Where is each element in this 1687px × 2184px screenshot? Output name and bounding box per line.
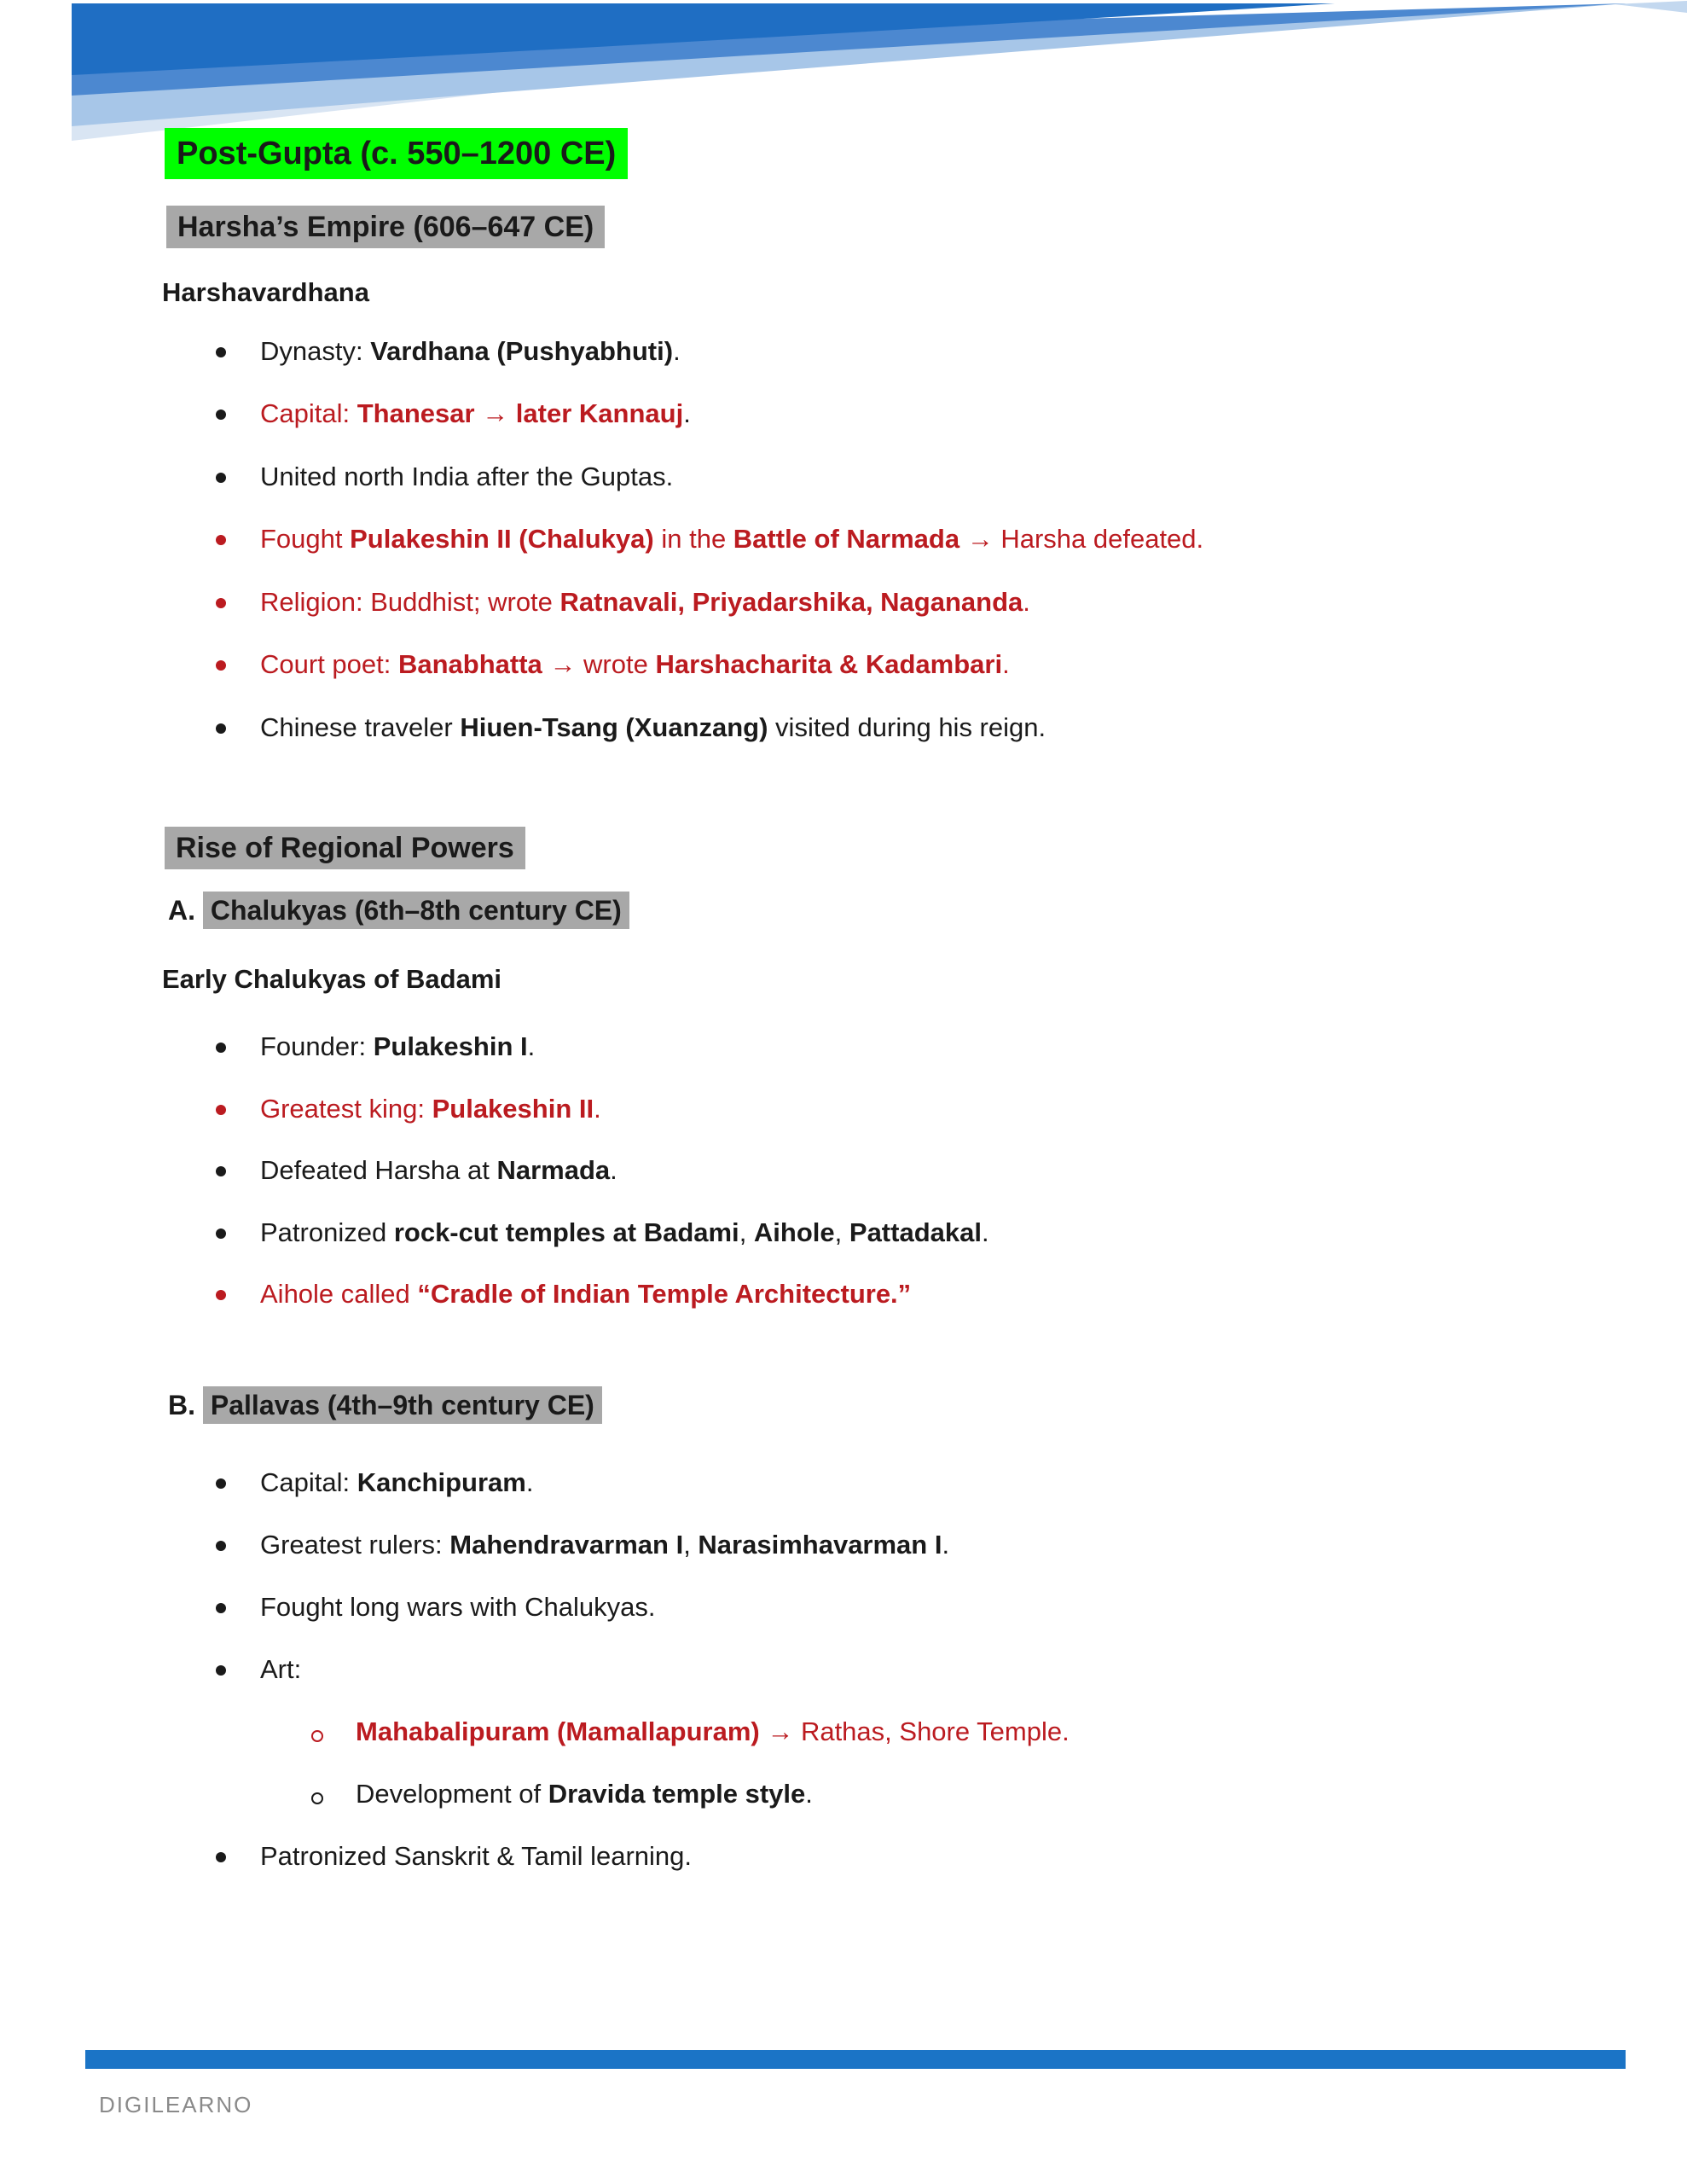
bullet-dot-icon — [216, 473, 226, 483]
text-run: . — [683, 398, 691, 428]
text-run: Development of — [356, 1779, 548, 1809]
text-run: Vardhana (Pushyabhuti) — [370, 336, 674, 366]
text-run: rock-cut temples at Badami — [393, 1217, 739, 1247]
header-wedge-right-sliver — [1615, 1, 1687, 13]
text-run: Greatest king: — [260, 1094, 432, 1124]
text-run: → Harsha defeated. — [959, 524, 1204, 554]
text-run: . — [610, 1155, 617, 1185]
footer-accent-bar — [85, 2050, 1626, 2069]
text-run: Pattadakal — [849, 1217, 982, 1247]
bullet-circle-icon — [311, 1730, 323, 1742]
header-decoration — [0, 0, 1687, 145]
section-b-prefix: B. — [168, 1390, 195, 1420]
text-run: , — [683, 1530, 699, 1560]
bullet-dot-icon — [216, 1166, 226, 1176]
subbullet-mahabalipuram — [356, 1713, 1070, 1751]
bullet-founder — [260, 1028, 535, 1066]
subheading-early-chalukyas: Early Chalukyas of Badami — [162, 964, 501, 994]
bullet-capital-kanchipuram — [260, 1464, 533, 1502]
text-run: . — [673, 336, 681, 366]
heading-regional-powers: Rise of Regional Powers — [165, 827, 525, 869]
section-a-prefix: A. — [168, 895, 195, 926]
text-run: , — [834, 1217, 849, 1247]
text-run: Pulakeshin II (Chalukya) — [350, 524, 654, 554]
section-a-title: Chalukyas (6th–8th century CE) — [203, 892, 629, 929]
text-run: Pulakeshin I — [373, 1031, 528, 1061]
text-run: . — [942, 1530, 950, 1560]
text-run: visited during his reign. — [768, 712, 1046, 742]
bullet-sanskrit-tamil — [260, 1838, 692, 1875]
text-run: . — [525, 1467, 534, 1497]
text-run: Banabhatta — [397, 649, 542, 679]
text-run: Aihole — [753, 1217, 835, 1247]
bullet-united-north-india — [260, 458, 673, 496]
section-b-heading — [168, 1388, 602, 1422]
text-run: Mahendravarman I — [449, 1530, 684, 1560]
text-run: Court poet: — [260, 649, 398, 679]
text-run: Chinese traveler — [260, 712, 461, 742]
text-run: Fought long wars with Chalukyas. — [260, 1592, 656, 1622]
bullet-chinese-traveler — [260, 709, 1046, 746]
text-run: Founder: — [260, 1031, 374, 1061]
subheading-harshavardhana: Harshavardhana — [162, 277, 369, 307]
subbullet-dravida-style — [356, 1775, 813, 1813]
bullet-court-poet — [260, 646, 1010, 683]
text-run: “Cradle of Indian Temple Architecture.” — [417, 1279, 912, 1309]
bullet-dot-icon — [216, 598, 226, 608]
bullet-dot-icon — [216, 660, 226, 671]
bullet-dot-icon — [216, 1665, 226, 1676]
text-run: United north India after the Guptas. — [260, 462, 674, 491]
bullet-dot-icon — [216, 1541, 226, 1551]
text-run: Battle of Narmada — [733, 524, 960, 554]
bullet-religion — [260, 584, 1030, 621]
bullet-art — [260, 1651, 301, 1688]
text-run: Ratnavali, Priyadarshika, Nagananda — [559, 587, 1023, 617]
text-run: Kanchipuram — [357, 1467, 526, 1497]
bullet-dot-icon — [216, 1290, 226, 1300]
text-run: . — [805, 1779, 813, 1809]
bullet-capital-thanesar — [260, 395, 691, 433]
text-run: . — [1023, 587, 1030, 617]
text-run: Greatest rulers: — [260, 1530, 450, 1560]
heading-harsha-empire: Harsha’s Empire (606–647 CE) — [166, 206, 605, 248]
text-run: → wrote — [542, 649, 656, 679]
text-run: Patronized — [260, 1217, 394, 1247]
text-run: Capital: — [260, 1467, 357, 1497]
bullet-circle-icon — [311, 1792, 323, 1804]
text-run: Thanesar → later Kannauj — [357, 398, 684, 428]
bullet-dot-icon — [216, 1105, 226, 1115]
text-run: Dynasty: — [260, 336, 371, 366]
text-run: Aihole called — [260, 1279, 418, 1309]
text-run: Pulakeshin II — [432, 1094, 594, 1124]
bullet-dot-icon — [216, 1228, 226, 1239]
page-title: Post-Gupta (c. 550–1200 CE) — [165, 128, 628, 179]
bullet-dot-icon — [216, 1043, 226, 1053]
text-run: . — [527, 1031, 536, 1061]
text-run: . — [981, 1217, 989, 1247]
bullet-dot-icon — [216, 1478, 226, 1489]
bullet-dot-icon — [216, 1603, 226, 1613]
text-run: , — [739, 1217, 754, 1247]
bullet-dot-icon — [216, 723, 226, 734]
text-run: Defeated Harsha at — [260, 1155, 497, 1185]
bullet-dynasty — [260, 333, 681, 370]
text-run: Art: — [260, 1654, 302, 1684]
bullet-fought-pulakeshin — [260, 520, 1203, 558]
bullet-dot-icon — [216, 410, 226, 420]
section-b-title: Pallavas (4th–9th century CE) — [203, 1386, 602, 1424]
text-run: Fought — [260, 524, 351, 554]
bullet-defeated-harsha — [260, 1152, 617, 1189]
bullet-dot-icon — [216, 535, 226, 545]
text-run: . — [1002, 649, 1010, 679]
text-run: → Rathas, Shore Temple. — [759, 1716, 1070, 1746]
section-a-heading — [168, 893, 629, 927]
text-run: Narasimhavarman I — [698, 1530, 942, 1560]
text-run: in the — [653, 524, 733, 554]
text-run: Religion: Buddhist; wrote — [260, 587, 560, 617]
bullet-patronized-temples — [260, 1214, 989, 1252]
bullet-fought-wars — [260, 1589, 656, 1626]
bullet-aihole-cradle — [260, 1275, 911, 1313]
text-run: Mahabalipuram (Mamallapuram) — [356, 1716, 760, 1746]
bullet-dot-icon — [216, 347, 226, 357]
footer-brand: DIGILEARNO — [99, 2092, 253, 2117]
text-run: Dravida temple style — [548, 1779, 806, 1809]
text-run: Narmada — [496, 1155, 611, 1185]
bullet-dot-icon — [216, 1852, 226, 1862]
text-run: Patronized Sanskrit & Tamil learning. — [260, 1841, 693, 1871]
text-run: Hiuen-Tsang (Xuanzang) — [460, 712, 768, 742]
text-run: Capital: — [260, 398, 357, 428]
text-run: Harshacharita & Kadambari — [655, 649, 1003, 679]
bullet-greatest-rulers — [260, 1526, 949, 1564]
bullet-greatest-king — [260, 1090, 601, 1128]
text-run: . — [594, 1094, 601, 1124]
